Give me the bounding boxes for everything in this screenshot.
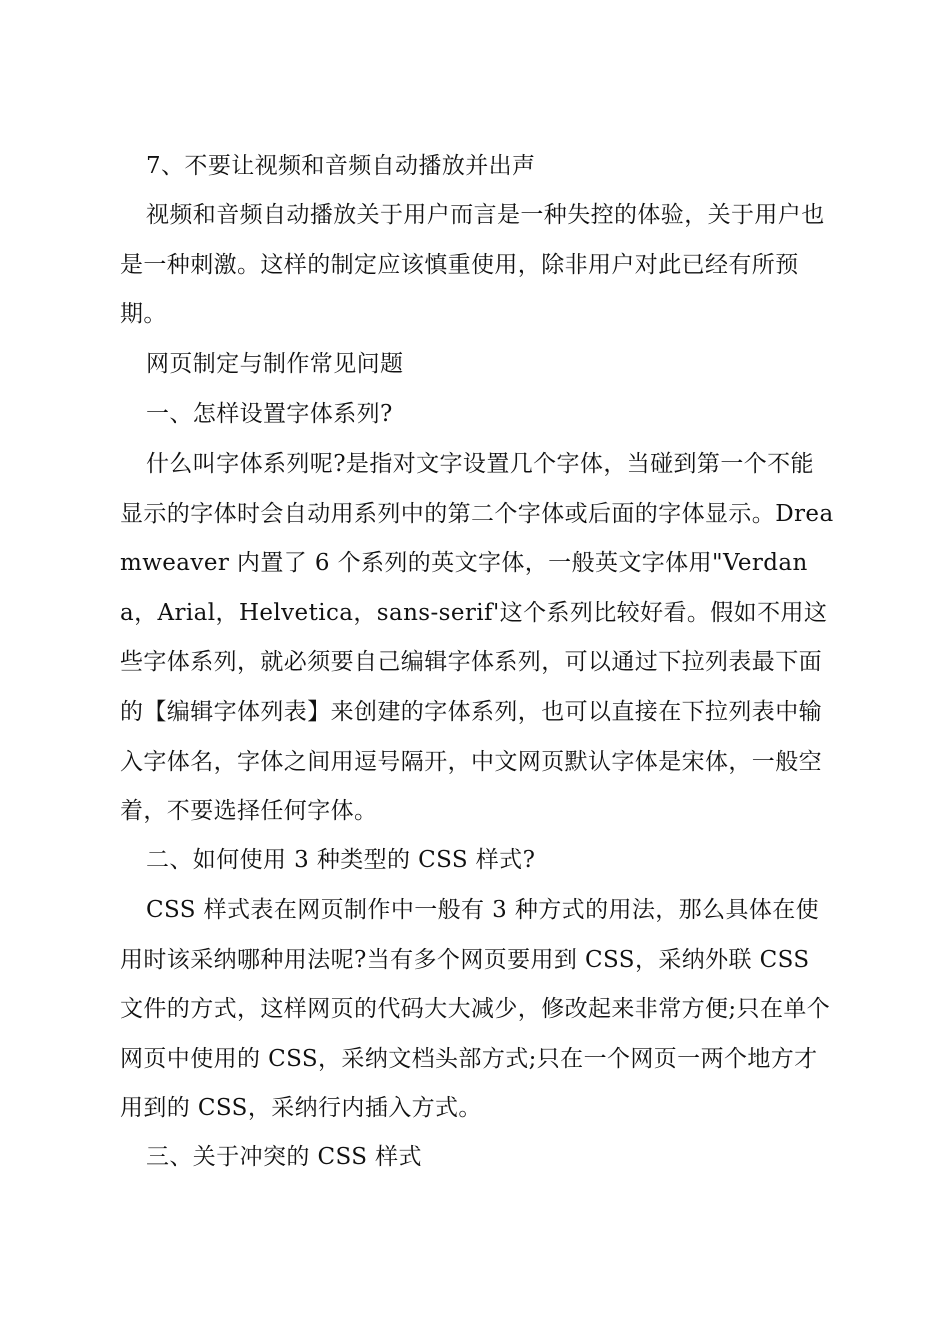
- paragraph-font-family-heading: 一、怎样设置字体系列?: [146, 401, 393, 427]
- paragraph-css-types-body: CSS 样式表在网页制作中一般有 3 种方式的用法，那么具体在使用时该采纳哪种用法呢?当有多个网页要用到 CSS，采纳外联 CSS 文件的方式，这样网页的代码大大减少，修改起来非常方便;只在单个网页中使用的 CSS，采纳文档头部方式;只在一个网页一两个地方才用到的 CSS，采纳行内插入方式。: [120, 897, 831, 1122]
- paragraph-css-conflict-heading: 三、关于冲突的 CSS 样式: [146, 1144, 422, 1170]
- paragraph-css-types-heading: 二、如何使用 3 种类型的 CSS 样式?: [146, 847, 536, 873]
- paragraph-autoplay-heading: 7、不要让视频和音频自动播放并出声: [146, 153, 536, 179]
- paragraph-autoplay-body: 视频和音频自动播放关于用户而言是一种失控的体验，关于用户也是一种刺激。这样的制定应该慎重使用，除非用户对此已经有所预期。: [120, 202, 825, 328]
- paragraph-faq-title: 网页制定与制作常见问题: [146, 351, 404, 377]
- paragraph-font-family-body: 什么叫字体系列呢?是指对文字设置几个字体，当碰到第一个不能显示的字体时会自动用系列中的第二个字体或后面的字体显示。Dreamweaver 内置了 6 个系列的英文字体，一般英文字体用"Verdana，Arial，Helvetica，sans-serif'这个系列比较好看。假如不用这些字体系列，就必须要自己编辑字体系列，可以通过下拉列表最下面的【编辑字体列表】来创建的字体系列，也可以直接在下拉列表中输入字体名，字体之间用逗号隔开，中文网页默认字体是宋体，一般空着，不要选择任何字体。: [120, 451, 834, 825]
